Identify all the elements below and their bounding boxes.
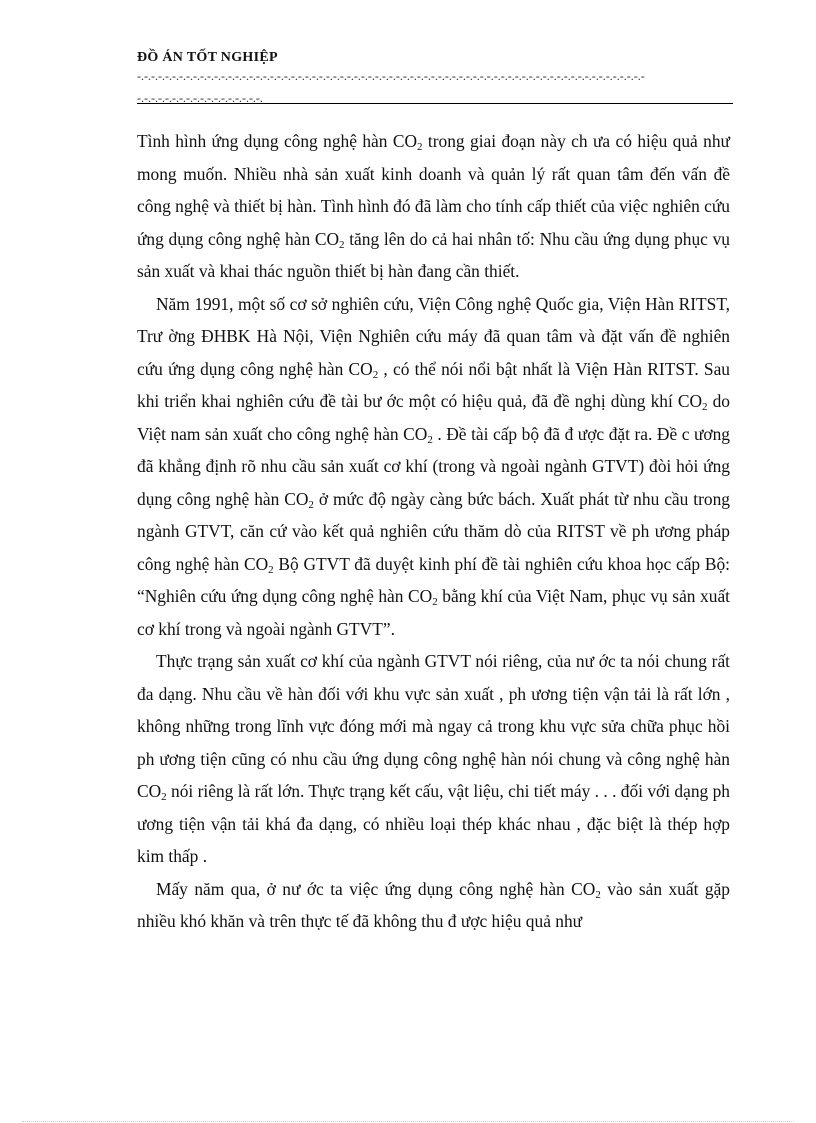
header-dash-line: -.-.-.-.-.-.-.-.-.-.-.-.-.-.-.-.-.-.-.-.-.-.-.-.-.-.-.-.-.-.-.-.-.-.-.-.-.-.-.-.-.-.-.-.-.-.-.-.-.-.-.-.-.-.-.-.-.-.-.-.-.-.-.-.-.-.-.-.-.-.-.-.- [137, 70, 645, 82]
paragraph-text: trong giai đoạn này ch ưa có hiệu quả như mong muốn. Nhiều nhà sản xuất kinh doanh và quản lý rất quan tâm đến vấn đề công nghệ và thiết bị hàn. Tình hình đó đã làm cho tính cấp thiết của việc nghiên cứu ứng dụng công nghệ hàn CO [137, 131, 730, 249]
paragraph-text: Thực trạng sản xuất cơ khí của ngành GTVT nói riêng, của nư ớc ta nói chung rất đa dạng. Nhu cầu về hàn đối với khu vực sản xuất , ph ương tiện vận tải là rất lớn , không những trong lĩnh vực đóng mới mà ngay cả trong khu vực sửa chữa phục hồi ph ương tiện cũng có nhu cầu ứng dụng công nghệ hàn nói chung và công nghệ hàn CO [137, 651, 730, 801]
paragraph-text: . Đề tài cấp bộ đã đ ược đặt ra. Đề c ương đã khẳng định rõ nhu cầu sản xuất cơ khí (trong và ngoài ngành GTVT) đòi hỏi ứng dụng công nghệ hàn CO [137, 423, 730, 509]
subscript: 2 [161, 791, 167, 803]
subscript: 2 [308, 498, 314, 511]
subscript: 2 [432, 596, 438, 608]
paragraph-text: Mấy năm qua, ở nư ớc ta việc ứng dụng công nghệ hàn CO [156, 878, 596, 899]
paragraph-text: vào sản xuất gặp nhiều khó khăn và trên thực tế đã không thu đ ược hiệu quả như [137, 878, 730, 931]
paragraph-text: bằng khí của Việt Nam, phục vụ sản xuất cơ khí trong và ngoài ngành GTVT”. [137, 586, 730, 639]
subscript: 2 [417, 141, 423, 153]
paragraph-text: tăng lên do cả hai nhân tố: Nhu cầu ứng dụng phục vụ sản xuất và khai thác nguồn thiết bị hàn đang cần thiết. [137, 228, 730, 281]
page-bottom-rule [22, 1121, 794, 1122]
body-paragraph [137, 125, 730, 288]
body-paragraph [137, 288, 730, 646]
paragraph-text: , có thể nói nổi bật nhất là Viện Hàn RITST. Sau khi triển khai nghiên cứu đề tài bư ớc một có hiệu quả, đã đề nghị dùng khí CO [137, 358, 730, 411]
paragraph-text: Tình hình ứng dụng công nghệ hàn CO [137, 131, 417, 151]
body-paragraph [137, 645, 730, 873]
subscript: 2 [427, 433, 433, 446]
paragraph-text: do Việt nam sản xuất cho công nghệ hàn CO [137, 391, 730, 444]
paragraph-text: Năm 1991, một số cơ sở nghiên cứu, Viện Công nghệ Quốc gia, Viện Hàn RITST, Trư ờng ĐHBK Hà Nội, Viện Nghiên cứu máy đã quan tâm và đặt vấn đề nghiên cứu ứng dụng công nghệ hàn CO [137, 293, 730, 379]
paragraph-text: ở mức độ ngày càng bức bách. Xuất phát từ nhu cầu trong ngành GTVT, căn cứ vào kết quả nghiên cứu thăm dò của RITST về ph ương pháp công nghệ hàn CO [137, 488, 730, 574]
subscript: 2 [595, 888, 601, 901]
subscript: 2 [339, 238, 345, 251]
subscript: 2 [268, 563, 274, 576]
document-body [137, 125, 730, 938]
subscript: 2 [702, 401, 708, 413]
paragraph-text: nói riêng là rất lớn. Thực trạng kết cấu, vật liệu, chi tiết máy . . . đối với dạng ph ương tiện vận tải khá đa dạng, có nhiều loại thép khác nhau , đặc biệt là thép hợp kim thấp . [137, 781, 730, 866]
paragraph-text: Bộ GTVT đã duyệt kinh phí đề tài nghiên cứu khoa học cấp Bộ: “Nghiên cứu ứng dụng công nghệ hàn CO [137, 553, 731, 606]
header-dash-line-continued: -.-.-.-.-.-.-.-.-.-.-.-.-.-.-.-.-.-. [137, 92, 263, 104]
document-header-title: ĐỒ ÁN TỐT NGHIỆP [137, 50, 278, 65]
body-paragraph [137, 873, 730, 938]
header-rule [137, 103, 733, 104]
subscript: 2 [372, 368, 379, 381]
